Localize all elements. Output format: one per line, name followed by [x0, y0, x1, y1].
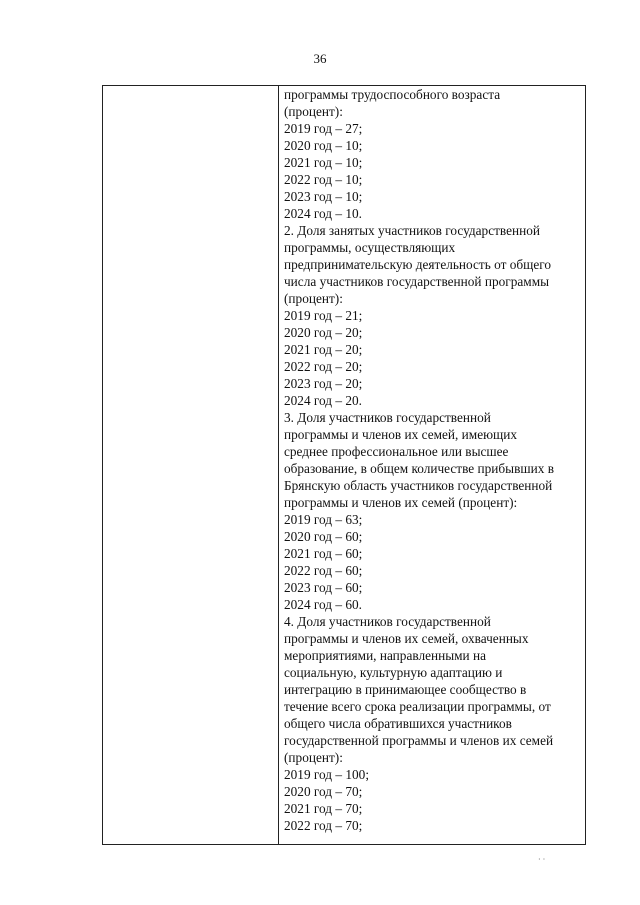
text-line: числа участников государственной программы: [284, 274, 550, 289]
text-line: программы и членов их семей, имеющих: [284, 427, 518, 442]
text-line: 2023 год – 60;: [284, 580, 363, 595]
text-line: интеграцию в принимающее сообщество в: [284, 682, 527, 697]
page-number: 36: [313, 51, 327, 66]
text-line: общего числа обратившихся участников: [284, 716, 512, 731]
text-line: Брянскую область участников государственной: [284, 478, 553, 493]
text-line: 2019 год – 63;: [284, 512, 363, 527]
text-line: 2024 год – 60.: [284, 597, 362, 612]
text-line: 3. Доля участников государственной: [284, 410, 491, 425]
text-line: программы и членов их семей, охваченных: [284, 631, 529, 646]
table-left-column: [103, 86, 279, 844]
text-line: (процент):: [284, 750, 343, 765]
text-line: 2020 год – 70;: [284, 784, 363, 799]
text-line: 2023 год – 10;: [284, 189, 363, 204]
text-line: 2019 год – 27;: [284, 121, 363, 136]
text-line: среднее профессиональное или высшее: [284, 444, 509, 459]
text-line: 2020 год – 10;: [284, 138, 363, 153]
text-line: образование, в общем количестве прибывших в: [284, 461, 555, 476]
text-line: предпринимательскую деятельность от общего: [284, 257, 552, 272]
text-line: (процент):: [284, 291, 343, 306]
text-line: 2. Доля занятых участников государственной: [284, 223, 541, 238]
text-line: 2024 год – 10.: [284, 206, 362, 221]
text-line: 2022 год – 70;: [284, 818, 363, 833]
text-line: 2022 год – 10;: [284, 172, 363, 187]
text-line: мероприятиями, направленными на: [284, 648, 487, 663]
text-line: программы трудоспособного возраста: [284, 87, 501, 102]
text-line: 2021 год – 70;: [284, 801, 363, 816]
text-line: 2022 год – 60;: [284, 563, 363, 578]
text-line: 2020 год – 60;: [284, 529, 363, 544]
text-line: социальную, культурную адаптацию и: [284, 665, 503, 680]
text-line: государственной программы и членов их семей: [284, 733, 554, 748]
text-line: 2021 год – 10;: [284, 155, 363, 170]
text-line: 2023 год – 20;: [284, 376, 363, 391]
text-line: 2020 год – 20;: [284, 325, 363, 340]
text-line: течение всего срока реализации программы, от: [284, 699, 551, 714]
text-line: 2021 год – 20;: [284, 342, 363, 357]
text-line: 2022 год – 20;: [284, 359, 363, 374]
text-line: 2024 год – 20.: [284, 393, 362, 408]
document-table: [102, 85, 586, 845]
text-line: (процент):: [284, 104, 343, 119]
table-right-column: [279, 86, 585, 844]
margin-marks: · ·: [538, 855, 546, 864]
text-line: программы, осуществляющих: [284, 240, 456, 255]
text-line: программы и членов их семей (процент):: [284, 495, 518, 510]
text-line: 2019 год – 100;: [284, 767, 370, 782]
text-line: 4. Доля участников государственной: [284, 614, 491, 629]
text-line: 2019 год – 21;: [284, 308, 363, 323]
text-line: 2021 год – 60;: [284, 546, 363, 561]
